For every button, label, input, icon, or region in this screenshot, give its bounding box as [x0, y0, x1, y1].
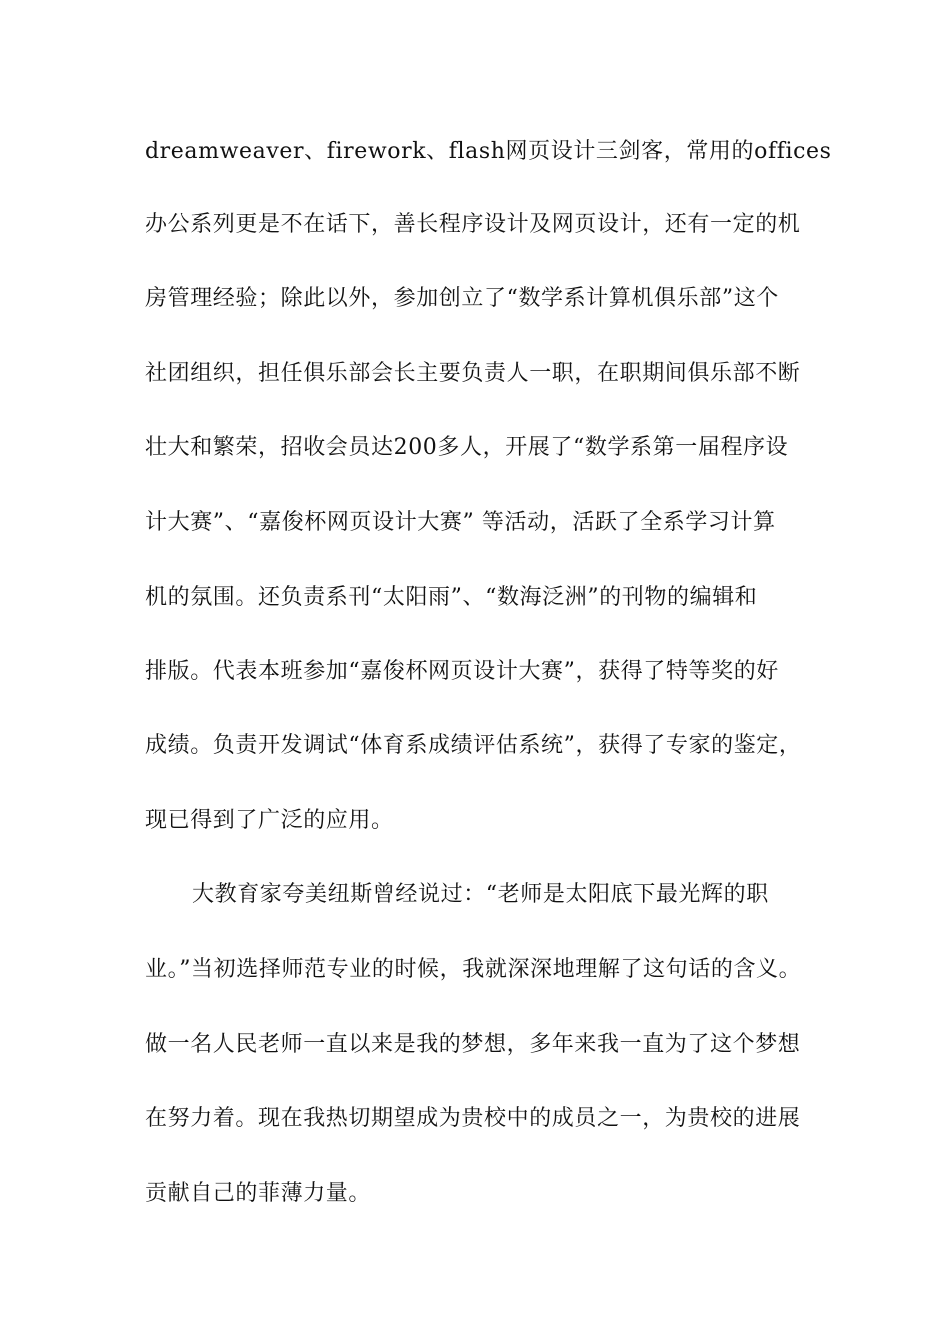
text-line: 在努力着。现在我热切期望成为贵校中的成员之一，为贵校的进展 — [145, 1106, 801, 1131]
text-line: 成绩。负责开发调试“体育系成绩评估系统”，获得了专家的鉴定， — [145, 733, 802, 758]
text-line: 贡献自己的菲薄力量。 — [145, 1181, 372, 1206]
text-line: 做一名人民老师一直以来是我的梦想，多年来我一直为了这个梦想 — [145, 1032, 801, 1057]
text-line: dreamweaver、firework、flash网页设计三剑客，常用的offices — [145, 139, 832, 164]
text-line: 房管理经验；除此以外，参加创立了“数学系计算机俱乐部”这个 — [145, 286, 779, 311]
text-line: 现已得到了广泛的应用。 — [145, 808, 394, 833]
text-line: 大教育家夸美纽斯曾经说过：“老师是太阳底下最光辉的职 — [192, 882, 769, 907]
text-line: 壮大和繁荣，招收会员达200多人，开展了“数学系第一届程序设 — [145, 435, 789, 460]
text-line: 计大赛”、“嘉俊杯网页设计大赛” 等活动，活跃了全系学习计算 — [145, 510, 776, 535]
text-line: 机的氛围。还负责系刊“太阳雨”、“数海泛洲”的刊物的编辑和 — [145, 585, 758, 610]
text-line: 业。”当初选择师范专业的时候，我就深深地理解了这句话的含义。 — [145, 957, 802, 982]
text-line: 社团组织，担任俱乐部会长主要负责人一职，在职期间俱乐部不断 — [145, 361, 801, 386]
text-line: 办公系列更是不在话下，善长程序设计及网页设计，还有一定的机 — [145, 212, 801, 237]
text-line: 排版。代表本班参加“嘉俊杯网页设计大赛”，获得了特等奖的好 — [145, 659, 779, 684]
